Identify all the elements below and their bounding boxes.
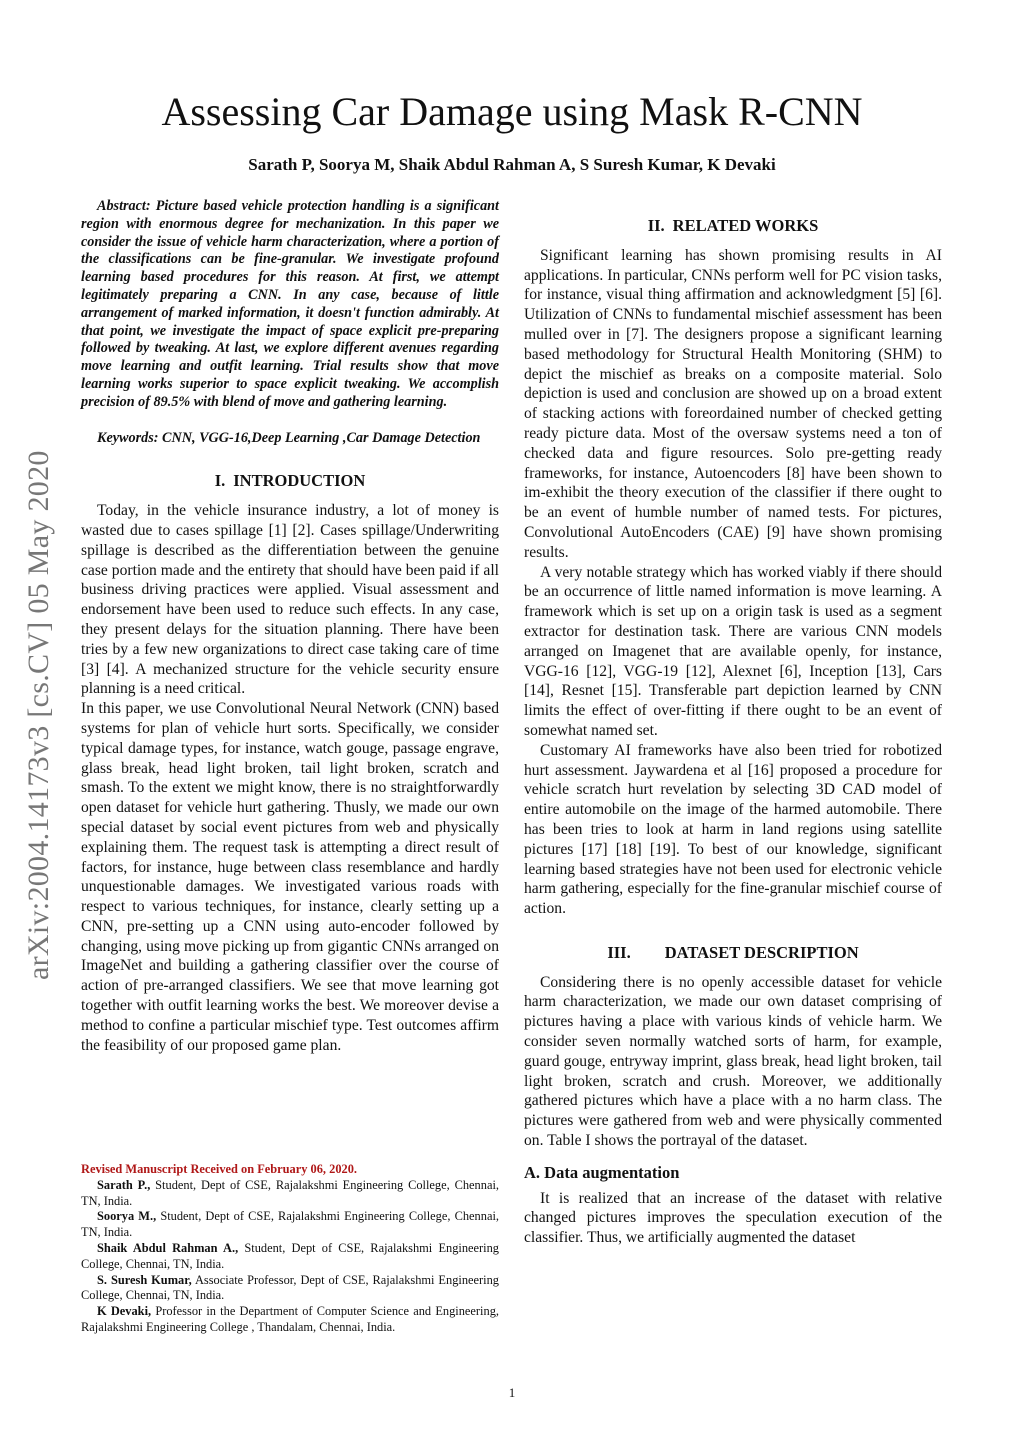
affiliation-text: Student, Dept of CSE, Rajalakshmi Engineering College, Chennai, TN, India. — [81, 1209, 499, 1240]
author-name: Shaik Abdul Rahman A., — [97, 1240, 239, 1255]
author-list: Sarath P, Soorya M, Shaik Abdul Rahman A, S Suresh Kumar, K Devaki — [248, 155, 776, 174]
author-affiliation — [81, 1273, 499, 1305]
abstract: Abstract: Picture based vehicle protection handling is a significant region with enormous degree for mechanization. In this paper we consider the issue of vehicle harm characterization, where a portion of the classifications can be fine-granular. We investigate profound learning based procedures for this reason. At first, we attempt legitimately preparing a CNN. In any case, because of little arrangement of marked information, it doesn't function admirably. At that point, we investigate the impact of space explicit pre-preparing followed by tweaking. At last, we explore different avenues regarding move learning and outfit learning. Trial results show that move learning works superior to space explicit tweaking. We accomplish precision of 89.5% with blend of move and gathering learning. — [81, 198, 499, 410]
right-column — [524, 216, 942, 1248]
section-number: I. — [214, 471, 226, 491]
page-number: 1 — [508, 1385, 516, 1400]
affiliation-text: Associate Professor, Dept of CSE, Rajalakshmi Engineering College, Chennai, TN, India. — [81, 1272, 499, 1303]
section-title: DATASET DESCRIPTION — [664, 942, 859, 962]
paragraph: It is realized that an increase of the dataset with relative changed pictures improves the speculation execution of the classifier. Thus, we artificially augmented the dataset — [524, 1189, 942, 1247]
paragraph: Customary AI frameworks have also been tried for robotized hurt assessment. Jaywardena et al [16] proposed a procedure for vehicle scratch hurt revelation by selecting 3D CAD model of entire automobile on the image of the harmed automobile. There has been tries to look at harm in land regions using satellite pictures [17] [18] [19]. To best of our knowledge, significant learning based strategies have not been used for electronic vehicle harm gathering, especially for the fine-granular mischief course of action. — [524, 741, 942, 918]
paragraph: Significant learning has shown promising results in AI applications. In particular, CNNs perform well for PC vision tasks, for instance, visual thing affirmation and acknowledgment [5] [6]. Utilization of CNNs to fundamental mischief assessment has been mulled over in [7]. The designers propose a significant learning based methodology for Structural Health Monitoring (SHM) to depict the mischief as breaks on a composite material. Solo depiction is used and conclusion are showed up on a broad extent of stacking actions with foreordained number of checked getting ready picture data. Most of the oversaw systems need a ton of checked data and figure resources. Solo pre-getting ready frameworks, for instance, Autoencoders [8] have been shown to im-exhibit the theory execution of the classifier if there ought to be an event of humble number of named tests. For pictures, Convolutional AutoEncoders (CAE) [9] have shown promising results. — [524, 246, 942, 561]
keywords: Keywords: CNN, VGG-16,Deep Learning ,Car Damage Detection — [97, 429, 481, 446]
subsection-heading: A. Data augmentation — [524, 1162, 680, 1182]
left-column — [81, 198, 499, 1055]
paragraph: Considering there is no openly accessible dataset for vehicle harm characterization, we made our own dataset comprising of pictures having a place with various kinds of vehicle harm. We consider seven normally watched sorts of harm, for example, guard gouge, entryway imprint, glass break, head light broken, tail light broken, scratch and crush. Moreover, we additionally gathered pictures which have a place with a no harm class. The pictures were gathered from web and were physically commented on. Table I shows the portrayal of the dataset. — [524, 973, 942, 1150]
author-name: K Devaki, — [97, 1304, 152, 1319]
paragraph: Today, in the vehicle insurance industry, a lot of money is wasted due to cases spillage [1] [2]. Cases spillage/Underwriting spillage is described as the differentiation between the genuine case portion made and the entirety that should have been paid if all business driving practices were applied. Visual assessment and endorsement have been used to reduce such effects. In any case, they present delays for the situation planning. There have been tries by a few new organizations to direct case taking care of time [3] [4]. A mechanized structure for the vehicle security ensure planning is a need critical. — [81, 502, 499, 698]
section-number: II. — [647, 216, 665, 235]
author-affiliation — [81, 1304, 499, 1336]
author-name: Soorya M., — [97, 1209, 157, 1224]
author-affiliation — [81, 1209, 499, 1241]
section-heading-dataset — [524, 943, 942, 963]
paper-title: Assessing Car Damage using Mask R-CNN — [161, 89, 863, 134]
footnotes — [81, 1162, 499, 1336]
section-heading-introduction — [81, 471, 499, 491]
paragraph: A very notable strategy which has worked viably if there should be an occurrence of little named information is move learning. A framework which is set up on a origin task is used as a segment extractor for destination task. There are various CNN models arranged on Imagenet that are available openly, for instance, VGG-16 [12], VGG-19 [12], Alexnet [6], Inception [13], Cars [14], Resnet [15]. Transferable part depiction learned by CNN limits the effect of over-fitting if there ought to be an event of somewhat named set. — [524, 563, 942, 739]
author-affiliation — [81, 1178, 499, 1210]
arxiv-identifier: arXiv:2004.14173v3 [cs.CV] 05 May 2020 — [22, 450, 55, 980]
affiliation-text: Professor in the Department of Computer Science and Engineering, Rajalakshmi Engineering College , Thandalam, Chennai, India. — [81, 1304, 499, 1334]
affiliation-text: Student, Dept of CSE, Rajalakshmi Engineering College, Chennai, TN, India. — [81, 1177, 499, 1208]
author-affiliation — [81, 1241, 499, 1273]
section-title: INTRODUCTION — [233, 471, 366, 491]
affiliation-text: Student, Dept of CSE, Rajalakshmi Engineering College, Chennai, TN, India. — [81, 1240, 499, 1271]
section-title: RELATED WORKS — [672, 216, 819, 235]
section-heading-related-works — [524, 216, 942, 236]
section-number: III. — [607, 942, 631, 962]
revision-note: Revised Manuscript Received on February 06, 2020. — [81, 1162, 358, 1176]
paragraph: In this paper, we use Convolutional Neural Network (CNN) based systems for plan of vehicle hurt sorts. Specifically, we consider typical damage types, for instance, watch gouge, passage engrave, glass break, head light broken, tail light broken, scratch and smash. To the extent we might know, there is no straightforwardly open dataset for vehicle hurt gathering. Thusly, we made our own special dataset by social event pictures from web and physically explaining them. The request task is attempting a direct result of factors, for instance, huge between class resemblance and hardly unquestionable damages. We investigated various roads with respect to various techniques, for instance, clearly setting up a CNN, pre-setting up a CNN using auto-encoder followed by changing, using move picking up from gigantic CNNs arranged on ImageNet and building a gathering classifier over the course of action of pre-arranged classifiers. We see that move learning got together with outfit learning works the best. We moreover devise a method to confine a particular mischief type. Test outcomes affirm the feasibility of our proposed game plan. — [81, 700, 499, 1054]
author-name: S. Suresh Kumar, — [97, 1272, 192, 1287]
author-name: Sarath P., — [97, 1177, 151, 1192]
